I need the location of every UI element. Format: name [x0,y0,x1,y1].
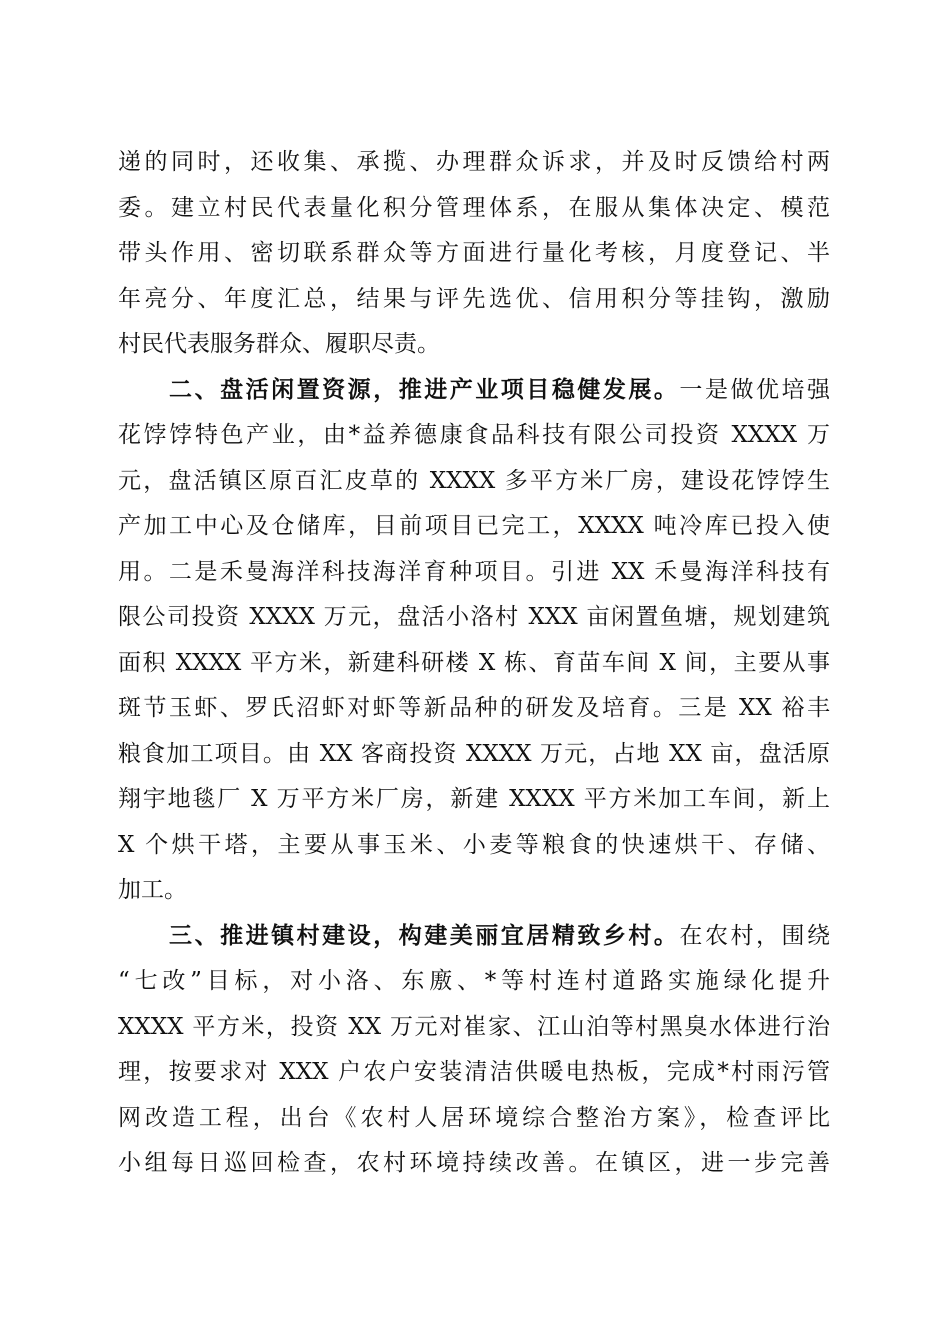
p3-line-4: 网改造工程，出台《农村人居环境综合整治方案》，检查评比 [118,1104,830,1131]
p2-line-4: 用。二是禾曼海洋科技海洋育种项目。引进 XX 禾曼海洋科技有 [118,558,830,585]
p3-line-5: 小组每日巡回检查，农村环境持续改善。在镇区，进一步完善 [118,1150,830,1176]
p2-first-line-rest: 一是做优培强 [679,376,831,403]
p2-line-2: 元，盘活镇区原百汇皮草的 XXXX 多平方米厂房，建设花饽饽生 [118,467,830,494]
p2-line-5: 限公司投资 XXXX 万元，盘活小洛村 XXX 亩闲置鱼塘，规划建筑 [118,604,830,630]
p1-line-1: 递的同时，还收集、承揽、办理群众诉求，并及时反馈给村两 [118,149,830,175]
p2-line-7: 斑节玉虾、罗氏沼虾对虾等新品种的研发及培育。三是 XX 裕丰 [118,695,830,721]
p3-first-line [118,914,830,960]
p2-line-1: 花饽饽特色产业，由*益养德康食品科技有限公司投资 XXXX 万 [118,422,830,448]
p2-line-9: 翔宇地毯厂 X 万平方米厂房，新建 XXXX 平方米加工车间，新上 [118,786,830,812]
p2-line-3: 产加工中心及仓储库，目前项目已完工，XXXX 吨冷库已投入使 [118,513,830,539]
p3-heading: 三、推进镇村建设，构建美丽宜居精致乡村。 [169,922,680,949]
p2-line-11: 加工。 [118,877,187,903]
p1-line-4: 年亮分、年度汇总，结果与评先选优、信用积分等挂钩，激励 [118,285,830,312]
p1-line-3: 带头作用、密切联系群众等方面进行量化考核，月度登记、半 [118,240,830,266]
p3-first-line-rest: 在农村，围绕 [679,922,831,949]
p2-first-line [118,368,830,414]
p2-line-6: 面积 XXXX 平方米，新建科研楼 X 栋、育苗车间 X 间，主要从事 [118,649,830,676]
p3-line-2: XXXX 平方米，投资 XX 万元对崔家、江山泊等村黑臭水体进行治 [118,1013,830,1040]
p3-line-3: 理，按要求对 XXX 户农户安装清洁供暖电热板，完成*村雨污管 [118,1059,830,1085]
p1-line-2: 委。建立村民代表量化积分管理体系，在服从集体决定、模范 [118,194,830,221]
document-body [118,140,830,1187]
p3-line-1: “七改”目标，对小洛、东廒、*等村连村道路实施绿化提升 [118,968,830,994]
p2-line-10: X 个烘干塔，主要从事玉米、小麦等粮食的快速烘干、存储、 [118,831,830,858]
p2-line-8: 粮食加工项目。由 XX 客商投资 XXXX 万元，占地 XX 亩，盘活原 [118,740,830,767]
p1-line-5: 村民代表服务群众、履职尽责。 [118,331,440,357]
p2-heading: 二、盘活闲置资源，推进产业项目稳健发展。 [169,376,680,403]
